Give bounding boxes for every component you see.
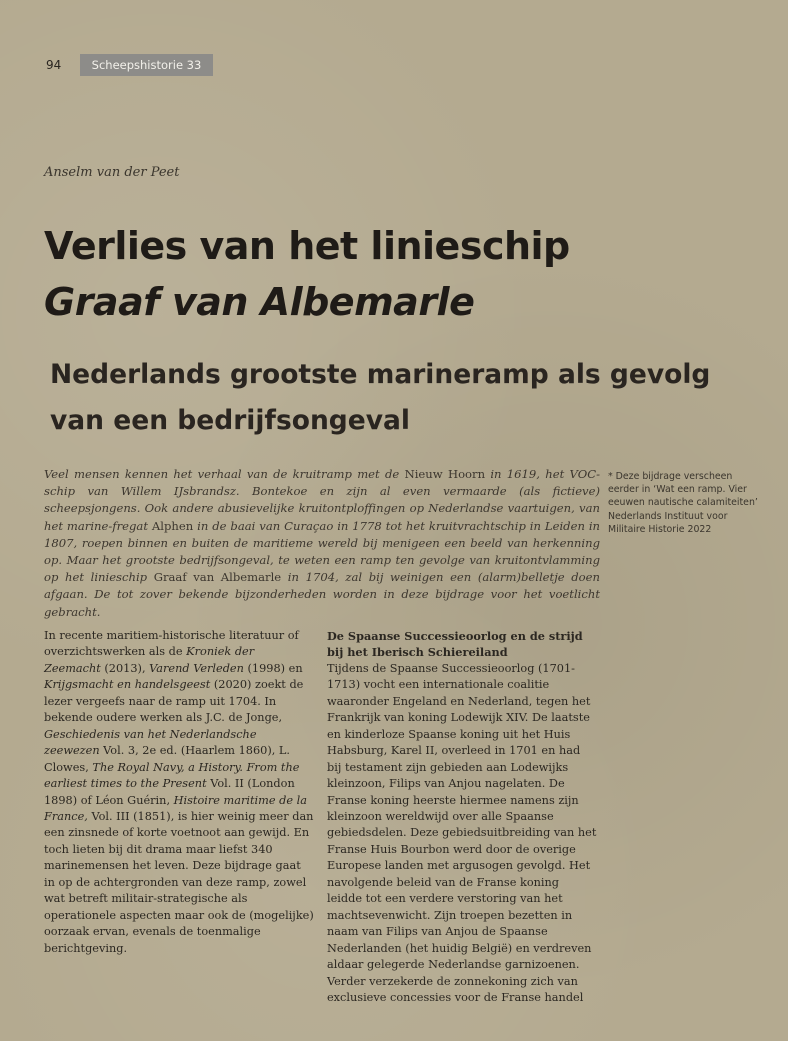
left-work-3: Krijgsmacht en handelsgeest	[44, 678, 211, 692]
lead-text-1: Veel mensen kennen het verhaal van de kruitramp met de	[44, 467, 405, 481]
lead-paragraph	[44, 466, 600, 621]
title-line-2: Graaf van Albemarle	[44, 280, 475, 324]
left-text-5: Vol. 3, 2e ed. (Haarlem 1860), L. Clowes,	[44, 744, 290, 774]
body-column-left	[44, 628, 314, 957]
left-text-3: (1998) en	[243, 661, 303, 675]
left-text-4: (2020) zoekt de lezer vergeefs naar de ramp uit 1704. In bekende oudere werken als J.C. de Jonge,	[44, 678, 304, 725]
left-text-2: (2013),	[100, 661, 150, 675]
lead-ship-2: Alphen	[151, 518, 194, 533]
lead-text-2: in 1619, het VOC-schip van Willem IJsbrandsz. Bontekoe en zijn al even vermaarde (als fictieve) scheepsjongens. Ook andere abusievelijke kruitontploffingen op Nederlandse vaartuigen, van het marine-fregat	[44, 467, 601, 533]
left-work-5: The Royal Navy, a History. From the earliest times to the Present	[44, 760, 300, 791]
left-work-1: Kroniek der Zeemacht	[44, 645, 255, 675]
body-column-right	[327, 628, 597, 1006]
footnote: * Deze bijdrage verscheen eerder in ‘Wat een ramp. Vier eeuwen nautische calamiteiten’ Nederlands Instituut voor Militaire Historie 2022	[608, 471, 758, 535]
left-text-1: In recente maritiem-historische literatuur of overzichtswerken als de	[44, 629, 299, 659]
journal-badge: Scheepshistorie 33	[80, 54, 213, 76]
article-subtitle	[50, 352, 750, 444]
body-paragraph-left	[44, 628, 314, 957]
lead-text-4: in 1704, zal bij weinigen een (alarm)belletje doen afgaan. De tot zover bekende bijzonderheden worden in deze bijdrage voor het voetlicht gebracht.	[44, 570, 600, 619]
lead-text-3: in de baai van Curaçao in 1778 tot het kruitvrachtschip in Leiden in 1807, roepen binnen en buiten de maritieme wereld bij menigeen een beeld van herkenning op. Maar het grootste bedrijfsongeval, te weten een ramp ten gevolge van kruitontvlamming op het linieschip	[44, 518, 600, 585]
page-number: 94	[46, 58, 62, 72]
lead-ship-1: Nieuw Hoorn	[404, 467, 486, 481]
left-text-7: Vol. III (1851), is hier weinig meer dan een zinsnede of korte voetnoot aan gewijd. En toch lieten bij dit drama maar liefst 340 marinemensen het leven. Deze bijdrage gaat in op de achtergronden van deze ramp, zowel wat betreft militair-strategische als operationele aspecten maar ook de (mogelijke) oorzaak ervan, evenals de toenmalige berichtgeving.	[44, 809, 314, 955]
left-text-6: Vol. II (London 1898) of Léon Guérin,	[44, 777, 295, 807]
left-work-4: Geschiedenis van het Nederlandsche zeewezen	[44, 727, 257, 758]
article-title	[44, 218, 570, 330]
section-heading: De Spaanse Successieoorlog en de strijd bij het Iberisch Schiereiland	[327, 629, 583, 660]
left-work-2: Varend Verleden	[149, 661, 244, 675]
title-line-1: Verlies van het linieschip	[44, 224, 570, 268]
subtitle-line-1: Nederlands grootste marineramp als gevolg	[50, 359, 711, 390]
left-work-6: Histoire maritime de la France,	[44, 793, 307, 823]
lead-ship-3: Graaf van Albemarle	[153, 570, 282, 585]
author-name: Anselm van der Peet	[44, 165, 180, 180]
body-paragraph-right: Tijdens de Spaanse Successieoorlog (1701-1713) vocht een internationale coalitie waaronder Engeland en Nederland, tegen het Frankrijk van koning Lodewijk XIV. De laatste en kinderloze Spaanse koning uit het Huis Habsburg, Karel II, overleed in 1701 en had bij testament zijn gebieden aan Lodewijks kleinzoon, Filips van Anjou nagelaten. De Franse koning heerste hiermee namens zijn kleinzoon wereldwijd over alle Spaanse gebiedsdelen. Deze gebiedsuitbreiding van het Franse Huis Bourbon werd door de overige Europese landen met argusogen gevolgd. Het navolgende beleid van de Franse koning leidde tot een verdere verstoring van het machtsevenwicht. Zijn troepen bezetten in naam van Filips van Anjou de Spaanse Nederlanden (het huidig België) en verdreven aldaar gelegerde Nederlandse garnizoenen. Verder verzekerde de zonnekoning zich van exclusieve concessies voor de Franse handel	[327, 661, 597, 1004]
subtitle-line-2: van een bedrijfsongeval	[50, 405, 410, 436]
